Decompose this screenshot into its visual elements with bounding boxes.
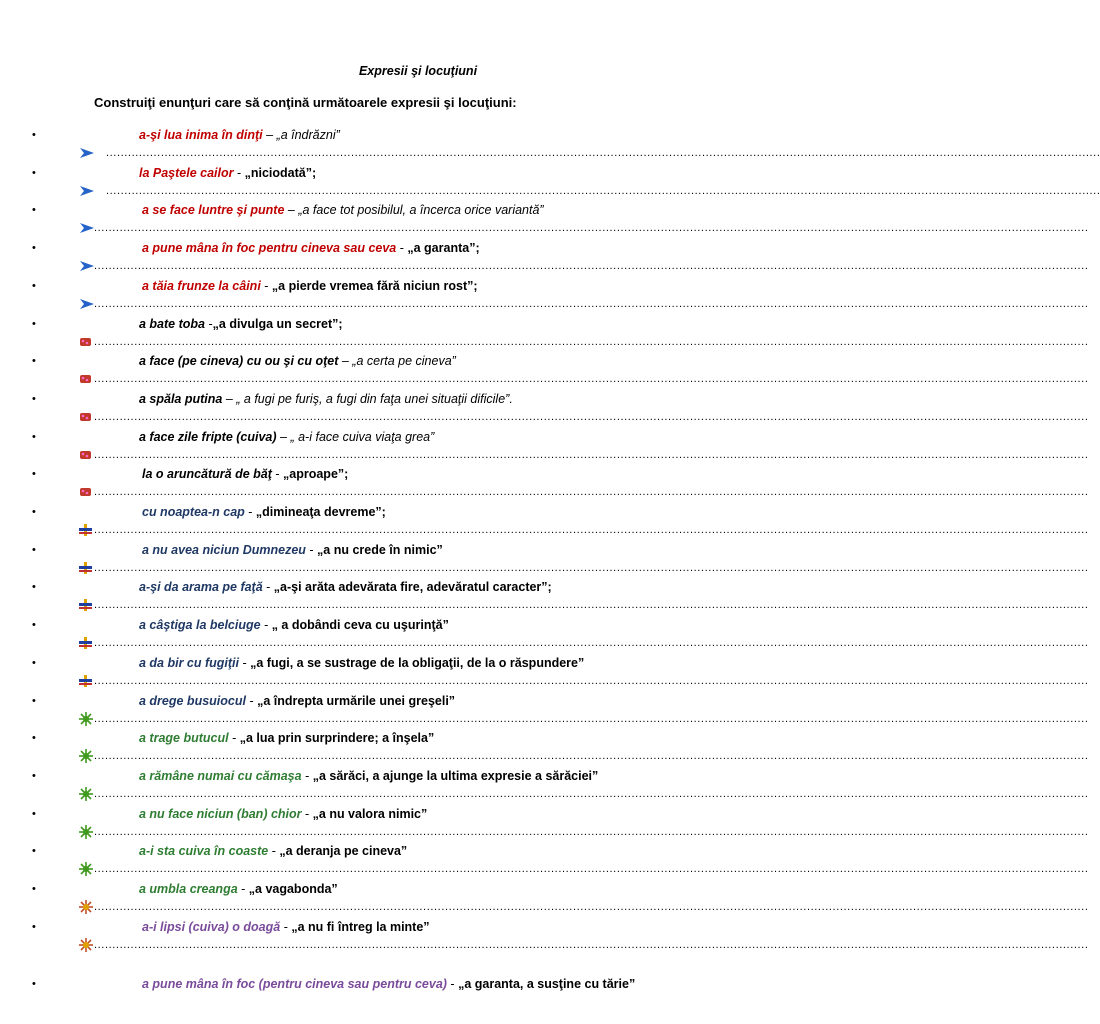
separator: – bbox=[284, 203, 299, 218]
expression-text: a pune mâna în foc pentru cineva sau ceva bbox=[142, 241, 397, 256]
expression-text: a face (pe cineva) cu ou şi cu oţet bbox=[139, 354, 339, 369]
meaning-text: „a fugi, a se sustrage de la obligaţii, de la o răspundere” bbox=[250, 655, 585, 670]
list-item bbox=[0, 730, 1089, 768]
expression-text: a spăla putina bbox=[139, 391, 223, 406]
separator: - bbox=[396, 241, 408, 256]
expression-line bbox=[139, 127, 340, 143]
list-item bbox=[0, 127, 1100, 165]
expression-text: a tăia frunze la câini bbox=[142, 278, 261, 293]
expression-text: a-i sta cuiva în coaste bbox=[139, 844, 269, 859]
red-star-bullet-icon bbox=[79, 938, 93, 950]
bullet-dot: • bbox=[32, 468, 36, 481]
bullet-dot: • bbox=[32, 732, 36, 745]
answer-fill-line[interactable]: ................................................................................................................................................................................................................................................................................ bbox=[94, 410, 1089, 423]
meaning-text: „a garanta”; bbox=[407, 241, 480, 256]
expression-text: a trage butucul bbox=[139, 731, 229, 746]
expression-line bbox=[142, 466, 348, 482]
green-star-bullet-icon bbox=[79, 712, 93, 724]
meaning-text: „a-şi arăta adevărata fire, adevăratul caracter”; bbox=[273, 580, 552, 595]
separator: - bbox=[301, 806, 313, 821]
expression-text: a bate toba bbox=[139, 316, 205, 331]
meaning-text: „a face tot posibilul, a încerca orice variantă” bbox=[298, 203, 544, 218]
expression-line bbox=[139, 579, 552, 595]
document-title: Expresii şi locuţiuni bbox=[358, 64, 478, 78]
list-item bbox=[0, 240, 1089, 278]
answer-fill-line[interactable]: ................................................................................................................................................................................................................................................................................ bbox=[106, 147, 1100, 159]
expression-line bbox=[139, 655, 584, 671]
answer-fill-line[interactable]: ................................................................................................................................................................................................................................................................................ bbox=[94, 297, 1089, 310]
bullet-dot: • bbox=[32, 279, 36, 292]
expression-text: a da bir cu fugiţii bbox=[139, 655, 240, 670]
arrow-bullet-icon bbox=[79, 297, 93, 309]
list-item bbox=[0, 278, 1089, 316]
meaning-text: „ a dobândi ceva cu uşurinţă” bbox=[271, 618, 449, 633]
answer-fill-line[interactable]: ................................................................................................................................................................................................................................................................................ bbox=[94, 448, 1089, 461]
separator: - bbox=[245, 693, 258, 708]
list-item bbox=[0, 655, 1089, 693]
expression-line bbox=[142, 919, 430, 935]
list-item bbox=[0, 881, 1089, 919]
list-item bbox=[0, 202, 1089, 240]
chip-bullet-icon bbox=[79, 485, 93, 497]
meaning-text: „a garanta, a susţine cu tărie” bbox=[458, 977, 636, 992]
meaning-text: „a vagabonda” bbox=[248, 882, 338, 896]
answer-fill-line[interactable]: ................................................................................................................................................................................................................................................................................ bbox=[94, 260, 1089, 273]
expression-text: a face zile fripte (cuiva) bbox=[139, 429, 277, 444]
expression-text: a-şi lua inima în dinţi bbox=[139, 128, 263, 142]
list-item bbox=[0, 542, 1089, 580]
expression-line bbox=[139, 391, 513, 407]
separator: - bbox=[237, 882, 249, 896]
bullet-dot: • bbox=[32, 430, 36, 443]
answer-fill-line[interactable]: ................................................................................................................................................................................................................................................................................ bbox=[94, 599, 1089, 612]
meaning-text: „a lua prin surprindere; a înşela” bbox=[239, 731, 435, 746]
separator: – bbox=[262, 128, 277, 142]
green-star-bullet-icon bbox=[79, 825, 93, 837]
expression-line bbox=[139, 768, 598, 784]
list-item bbox=[0, 843, 1089, 881]
expression-text: a câştiga la belciuge bbox=[139, 618, 261, 633]
list-item bbox=[0, 693, 1089, 731]
expression-line bbox=[142, 542, 443, 558]
expression-text: a-şi da arama pe faţă bbox=[139, 580, 263, 595]
answer-fill-line[interactable]: ................................................................................................................................................................................................................................................................................ bbox=[94, 712, 1089, 725]
bullet-dot: • bbox=[32, 166, 36, 179]
cross-bullet-icon bbox=[79, 674, 93, 686]
arrow-bullet-icon bbox=[79, 184, 93, 196]
list-item bbox=[0, 165, 1100, 203]
cross-bullet-icon bbox=[79, 636, 93, 648]
arrow-bullet-icon bbox=[79, 146, 93, 158]
expression-text: a umbla creanga bbox=[139, 882, 238, 896]
expression-line bbox=[139, 617, 449, 633]
answer-fill-line[interactable]: ................................................................................................................................................................................................................................................................................ bbox=[94, 938, 1089, 951]
chip-bullet-icon bbox=[79, 372, 93, 384]
meaning-text: „a divulga un secret”; bbox=[212, 316, 343, 331]
separator: - bbox=[305, 542, 318, 557]
instruction-text: Construiţi enunţuri care să conţină următoarele expresii şi locuţiuni: bbox=[94, 95, 517, 110]
list-item bbox=[0, 617, 1089, 655]
bullet-dot: • bbox=[32, 317, 36, 330]
list-item bbox=[0, 353, 1089, 391]
list-item bbox=[0, 504, 1089, 542]
separator: – bbox=[222, 391, 237, 406]
expression-line bbox=[142, 504, 386, 520]
meaning-text: „a sărăci, a ajunge la ultima expresie a sărăciei” bbox=[312, 768, 599, 783]
cross-bullet-icon bbox=[79, 598, 93, 610]
expression-line bbox=[139, 730, 434, 746]
expression-line bbox=[139, 693, 455, 709]
separator: - bbox=[244, 505, 256, 519]
answer-fill-line[interactable]: ................................................................................................................................................................................................................................................................................ bbox=[94, 863, 1089, 876]
expression-text: a drege busuiocul bbox=[139, 693, 246, 708]
bullet-dot: • bbox=[32, 656, 36, 669]
bullet-dot: • bbox=[32, 129, 36, 141]
arrow-bullet-icon bbox=[79, 259, 93, 271]
green-star-bullet-icon bbox=[79, 862, 93, 874]
meaning-text: „a nu valora nimic” bbox=[312, 806, 428, 821]
expression-text: la Paştele cailor bbox=[139, 165, 234, 180]
separator: - bbox=[205, 316, 213, 331]
bullet-dot: • bbox=[32, 581, 36, 594]
bullet-dot: • bbox=[32, 204, 36, 217]
expression-text: la o aruncătură de băţ bbox=[142, 467, 272, 482]
chip-bullet-icon bbox=[79, 335, 93, 347]
bullet-dot: • bbox=[32, 392, 36, 405]
meaning-text: „a certa pe cineva” bbox=[352, 354, 456, 369]
separator: - bbox=[268, 844, 280, 859]
meaning-text: „a nu fi întreg la minte” bbox=[291, 919, 430, 934]
bullet-dot: • bbox=[32, 242, 36, 255]
meaning-text: „a îndrepta urmările unei greşeli” bbox=[257, 693, 456, 708]
list-item bbox=[0, 316, 1089, 354]
expression-text: a rămâne numai cu cămaşa bbox=[139, 768, 302, 783]
bullet-dot: • bbox=[32, 619, 36, 632]
answer-fill-line[interactable]: ................................................................................................................................................................................................................................................................................ bbox=[94, 561, 1089, 574]
meaning-text: „ a fugi pe furiş, a fugi din faţa unei situaţii dificile”. bbox=[236, 391, 513, 406]
bullet-dot: • bbox=[32, 506, 36, 518]
list-item bbox=[0, 806, 1089, 844]
expression-line bbox=[139, 881, 338, 897]
answer-fill-line[interactable]: ................................................................................................................................................................................................................................................................................ bbox=[106, 184, 1100, 197]
expression-text: a nu face niciun (ban) chior bbox=[139, 806, 302, 821]
separator: - bbox=[260, 618, 272, 633]
bullet-dot: • bbox=[32, 543, 36, 556]
meaning-text: „a îndrăzni” bbox=[276, 128, 340, 142]
list-item bbox=[0, 919, 1089, 957]
expression-line bbox=[139, 353, 456, 369]
separator: - bbox=[233, 165, 245, 180]
meaning-text: „a pierde vremea fără niciun rost”; bbox=[271, 278, 478, 293]
meaning-text: „niciodată”; bbox=[244, 165, 317, 180]
expression-line bbox=[139, 429, 434, 445]
red-star-bullet-icon bbox=[79, 900, 93, 912]
expression-line bbox=[139, 316, 343, 332]
expression-text: a pune mâna în foc (pentru cineva sau pentru ceva) bbox=[142, 977, 447, 992]
meaning-text: „dimineaţa devreme”; bbox=[255, 505, 386, 519]
separator: - bbox=[262, 580, 274, 595]
green-star-bullet-icon bbox=[79, 787, 93, 799]
green-star-bullet-icon bbox=[79, 749, 93, 761]
bullet-dot: • bbox=[32, 920, 36, 933]
answer-fill-line[interactable]: ................................................................................................................................................................................................................................................................................ bbox=[94, 486, 1089, 499]
answer-fill-line[interactable]: ................................................................................................................................................................................................................................................................................ bbox=[94, 373, 1089, 386]
bullet-dot: • bbox=[32, 845, 36, 858]
expression-line bbox=[142, 240, 480, 256]
separator: - bbox=[271, 467, 284, 482]
arrow-bullet-icon bbox=[79, 221, 93, 233]
answer-fill-line[interactable]: ................................................................................................................................................................................................................................................................................ bbox=[94, 222, 1089, 235]
chip-bullet-icon bbox=[79, 410, 93, 422]
expression-text: a nu avea niciun Dumnezeu bbox=[142, 542, 306, 557]
separator: - bbox=[301, 768, 313, 783]
expression-line bbox=[139, 806, 427, 822]
cross-bullet-icon bbox=[79, 561, 93, 573]
separator: - bbox=[260, 278, 272, 293]
bullet-dot: • bbox=[32, 978, 36, 991]
bullet-dot: • bbox=[32, 694, 36, 707]
list-item bbox=[0, 429, 1089, 467]
separator: - bbox=[239, 655, 251, 670]
separator: – bbox=[338, 354, 353, 369]
list-item bbox=[0, 768, 1089, 806]
expression-line bbox=[142, 202, 544, 218]
meaning-text: „ a-i face cuiva viaţa grea” bbox=[290, 429, 435, 444]
expression-line bbox=[142, 278, 478, 294]
meaning-text: „a deranja pe cineva” bbox=[279, 844, 408, 859]
answer-fill-line[interactable]: ................................................................................................................................................................................................................................................................................ bbox=[94, 674, 1089, 687]
bullet-dot: • bbox=[32, 807, 36, 820]
separator: - bbox=[228, 731, 240, 746]
list-item bbox=[0, 976, 768, 1014]
expression-line bbox=[139, 165, 316, 181]
answer-fill-line[interactable]: ................................................................................................................................................................................................................................................................................ bbox=[94, 750, 1089, 763]
expression-text: a-i lipsi (cuiva) o doagă bbox=[142, 919, 281, 934]
separator: – bbox=[276, 429, 291, 444]
meaning-text: „a nu crede în nimic” bbox=[317, 542, 443, 557]
expression-line bbox=[139, 843, 407, 859]
answer-fill-line[interactable]: ................................................................................................................................................................................................................................................................................ bbox=[94, 787, 1089, 800]
bullet-dot: • bbox=[32, 769, 36, 782]
bullet-dot: • bbox=[32, 355, 36, 368]
separator: - bbox=[280, 919, 292, 934]
answer-fill-line[interactable]: ................................................................................................................................................................................................................................................................................ bbox=[94, 524, 1089, 536]
answer-fill-line[interactable]: ................................................................................................................................................................................................................................................................................ bbox=[94, 825, 1089, 838]
separator: - bbox=[446, 977, 459, 992]
list-item bbox=[0, 466, 1089, 504]
list-item bbox=[0, 391, 1089, 429]
meaning-text: „aproape”; bbox=[283, 467, 349, 482]
expression-line bbox=[142, 976, 635, 992]
chip-bullet-icon bbox=[79, 448, 93, 460]
expression-text: cu noaptea-n cap bbox=[142, 505, 245, 519]
answer-fill-line[interactable]: ................................................................................................................................................................................................................................................................................ bbox=[94, 335, 1089, 348]
cross-bullet-icon bbox=[79, 523, 93, 535]
expression-text: a se face luntre şi punte bbox=[142, 203, 285, 218]
list-item bbox=[0, 579, 1089, 617]
bullet-dot: • bbox=[32, 883, 36, 895]
answer-fill-line[interactable]: ................................................................................................................................................................................................................................................................................ bbox=[94, 901, 1089, 913]
answer-fill-line[interactable]: ................................................................................................................................................................................................................................................................................ bbox=[94, 637, 1089, 650]
